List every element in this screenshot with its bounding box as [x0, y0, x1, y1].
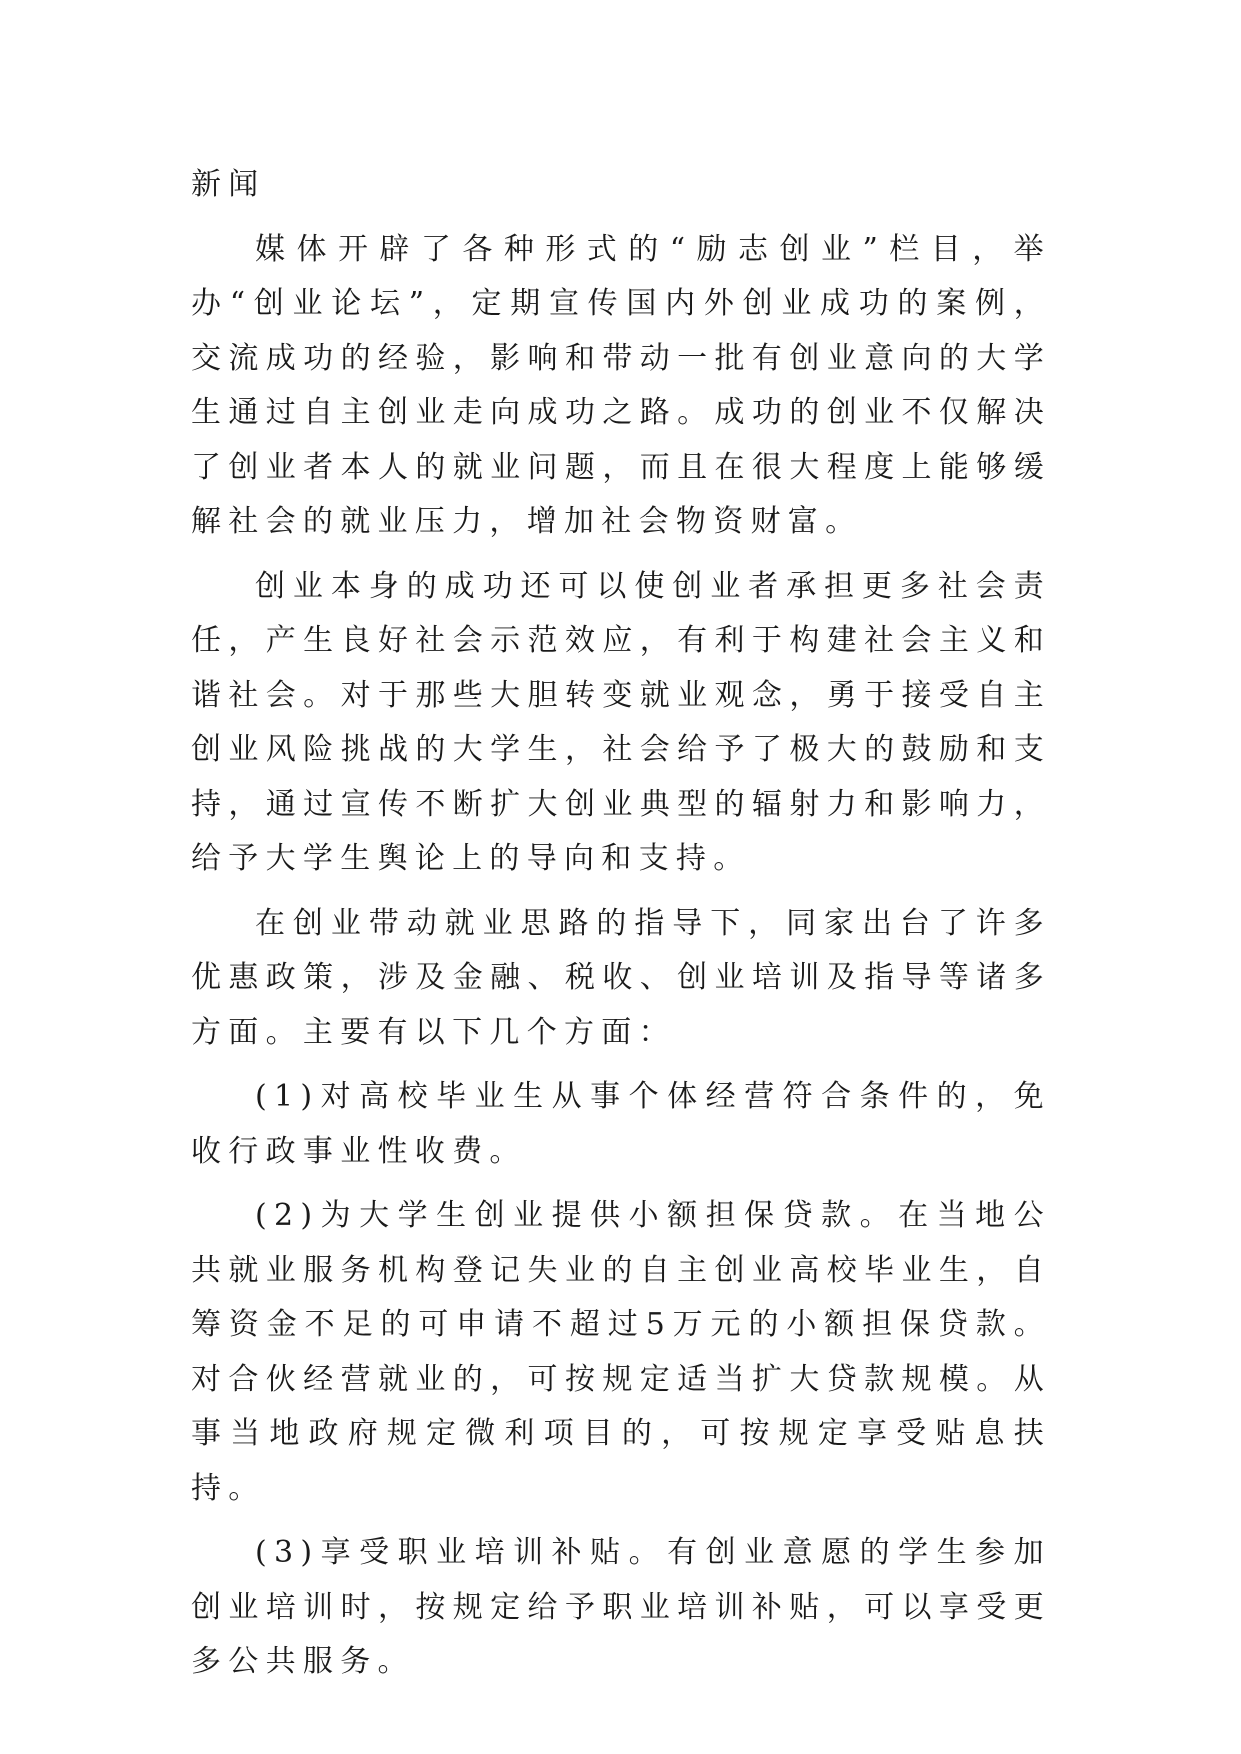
list-item-training-subsidy: (3)享受职业培训补贴。有创业意愿的学生参加创业培训时，按规定给予职业培训补贴，可以享受更多公共服务。: [191, 1535, 1051, 1679]
list-item-fee-exemption: (1)对高校毕业生从事个体经营符合条件的，免收行政事业性收费。: [191, 1079, 1051, 1169]
paragraph-media-columns: 媒体开辟了各种形式的“励志创业”栏目，举办“创业论坛”，定期宣传国内外创业成功的案例，交流成功的经验，影响和带动一批有创业意向的大学生通过自主创业走向成功之路。成功的创业不仅解决了创业者本人的就业问题，而且在很大程度上能够缓解社会的就业压力，增加社会物资财富。: [191, 231, 1051, 539]
document-page: [191, 158, 1051, 1690]
list-item-guaranteed-loans: (2)为大学生创业提供小额担保贷款。在当地公共就业服务机构登记失业的自主创业高校毕业生，自筹资金不足的可申请不超过5万元的小额担保贷款。对合伙经营就业的，可按规定适当扩大贷款规模。从事当地政府规定微利项目的，可按规定享受贴息扶持。: [191, 1198, 1051, 1506]
paragraph-preferential-policies: 在创业带动就业思路的指导下，同家出台了许多优惠政策，涉及金融、税收、创业培训及指导等诸多方面。主要有以下几个方面：: [191, 905, 1051, 1050]
paragraph-continuation: 新闻: [191, 167, 266, 202]
paragraph-social-responsibility: 创业本身的成功还可以使创业者承担更多社会责任，产生良好社会示范效应，有利于构建社会主义和谐社会。对于那些大胆转变就业观念，勇于接受自主创业风险挑战的大学生，社会给予了极大的鼓励和支持，通过宣传不断扩大创业典型的辐射力和影响力，给予大学生舆论上的导向和支持。: [191, 568, 1051, 876]
